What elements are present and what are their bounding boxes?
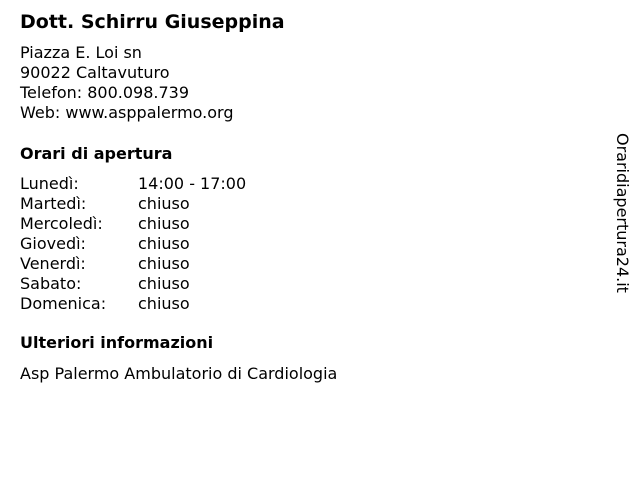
day-label: Sabato: (20, 274, 82, 293)
day-label: Venerdì: (20, 254, 86, 273)
more-info-text: Asp Palermo Ambulatorio di Cardiologia (20, 364, 338, 383)
hours-row-saturday (20, 274, 600, 294)
opening-hours-title: Orari di apertura (20, 144, 173, 163)
business-card (20, 10, 600, 384)
hours-value: chiuso (138, 234, 190, 253)
more-info-title: Ulteriori informazioni (20, 333, 214, 352)
hours-row-monday (20, 174, 600, 194)
day-label: Domenica: (20, 294, 107, 313)
doctor-name: Dott. Schirru Giuseppina (20, 11, 285, 33)
street-address: Piazza E. Loi sn (20, 43, 142, 62)
day-label: Lunedì: (20, 174, 79, 193)
site-watermark: Oraridiapertura24.it (613, 133, 632, 293)
hours-value: chiuso (138, 214, 190, 233)
phone-line: Telefon: 800.098.739 (20, 83, 190, 102)
city-line: 90022 Caltavuturo (20, 63, 170, 82)
hours-value: chiuso (138, 254, 190, 273)
day-label: Giovedì: (20, 234, 86, 253)
opening-hours-table (20, 174, 600, 314)
address-block (20, 43, 600, 123)
hours-value: chiuso (138, 194, 190, 213)
hours-row-thursday (20, 234, 600, 254)
day-label: Mercoledì: (20, 214, 103, 233)
hours-value: chiuso (138, 294, 190, 313)
hours-row-tuesday (20, 194, 600, 214)
hours-row-friday (20, 254, 600, 274)
day-label: Martedì: (20, 194, 87, 213)
hours-row-wednesday (20, 214, 600, 234)
website-line: Web: www.asppalermo.org (20, 103, 234, 122)
hours-row-sunday (20, 294, 600, 314)
hours-value: 14:00 - 17:00 (138, 174, 247, 193)
hours-value: chiuso (138, 274, 190, 293)
